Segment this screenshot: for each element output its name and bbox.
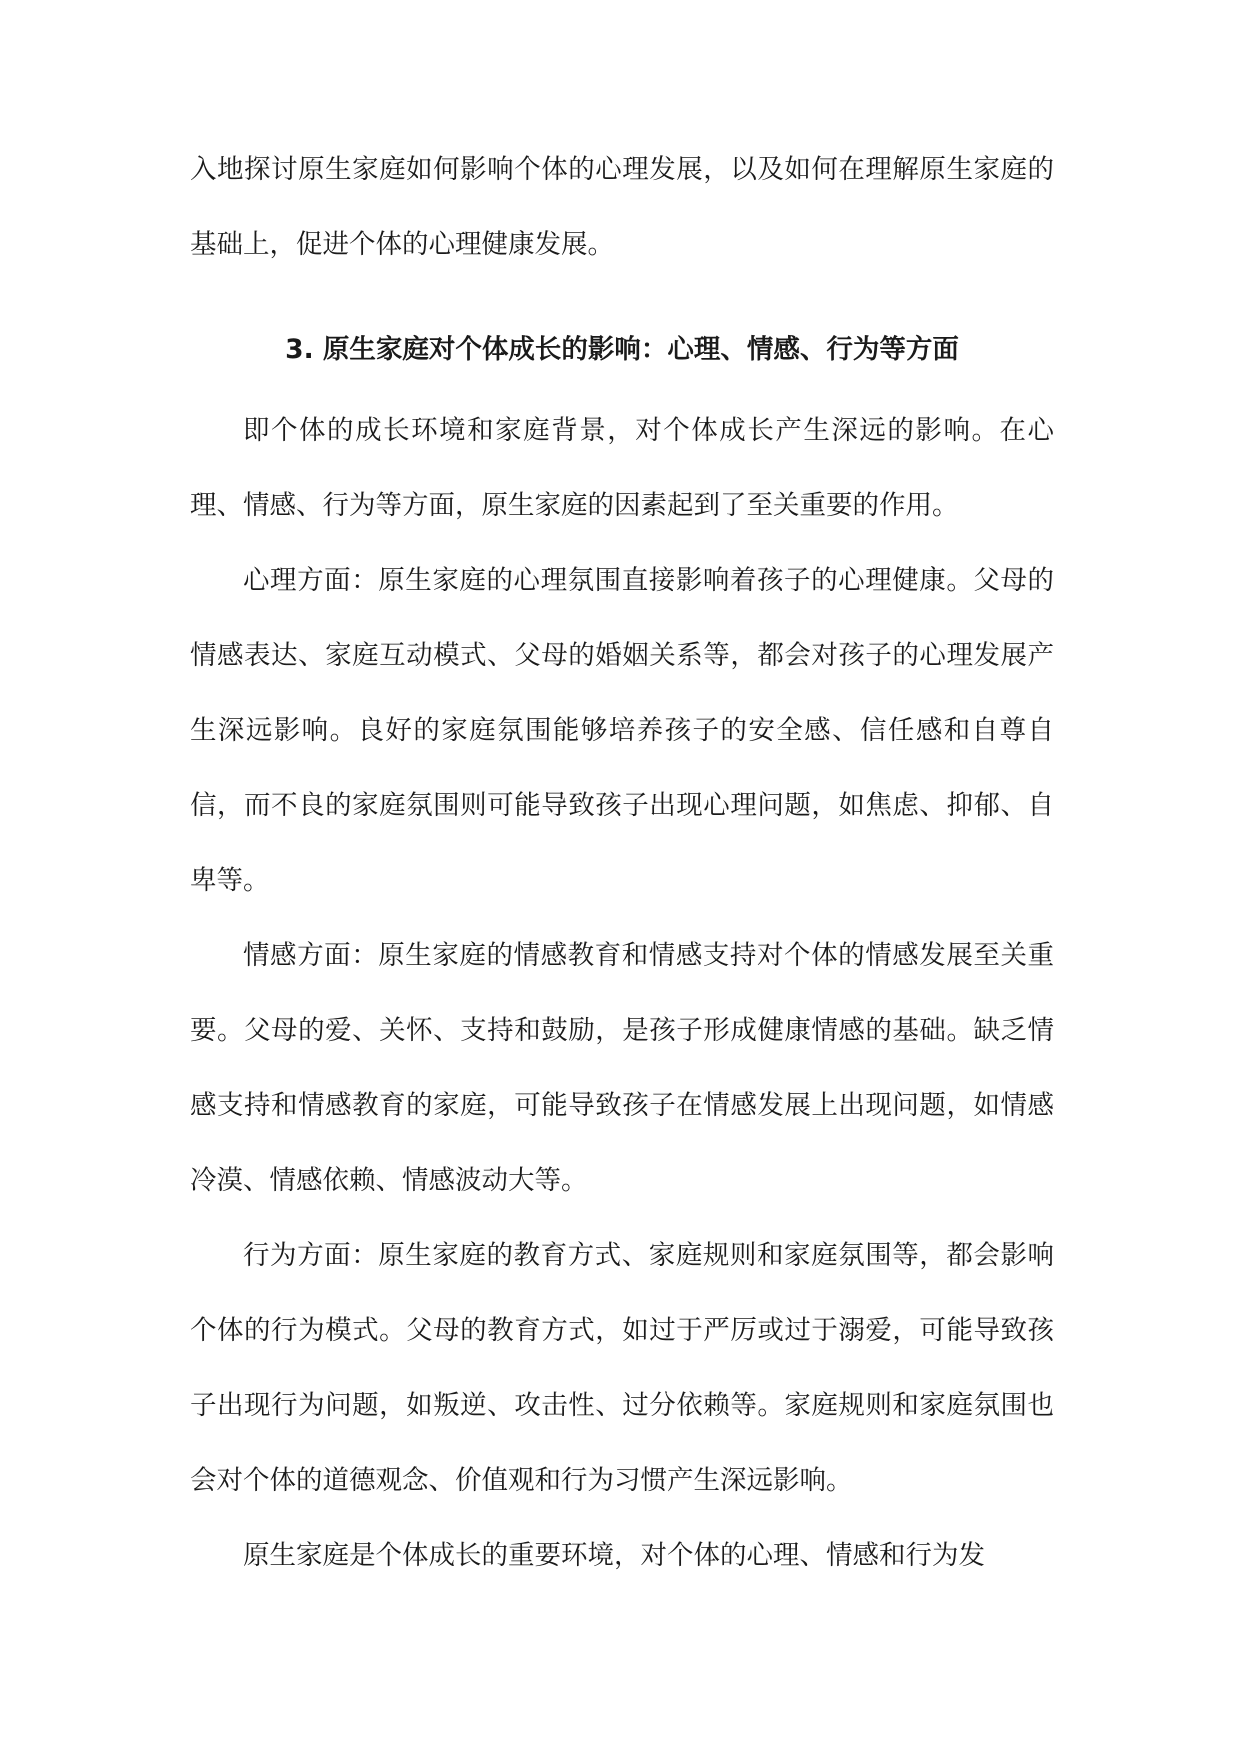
paragraph-psychological: 心理方面：原生家庭的心理氛围直接影响着孩子的心理健康。父母的情感表达、家庭互动模式、父母的婚姻关系等，都会对孩子的心理发展产生深远影响。良好的家庭氛围能够培养孩子的安全感、信任感和自尊自信，而不良的家庭氛围则可能导致孩子出现心理问题，如焦虑、抑郁、自卑等。 [190, 565, 1054, 896]
paragraph-overview: 即个体的成长环境和家庭背景，对个体成长产生深远的影响。在心理、情感、行为等方面，原生家庭的因素起到了至关重要的作用。 [190, 415, 1054, 521]
section-heading: 3. 原生家庭对个体成长的影响：心理、情感、行为等方面 [285, 334, 959, 365]
intro-text-block [190, 132, 1054, 282]
paragraph-summary: 原生家庭是个体成长的重要环境，对个体的心理、情感和行为发 [243, 1540, 985, 1571]
section-body [190, 393, 1054, 1593]
intro-paragraph: 入地探讨原生家庭如何影响个体的心理发展，以及如何在理解原生家庭的基础上，促进个体的心理健康发展。 [190, 154, 1054, 260]
paragraph-behavioral: 行为方面：原生家庭的教育方式、家庭规则和家庭氛围等，都会影响个体的行为模式。父母的教育方式，如过于严厉或过于溺爱，可能导致孩子出现行为问题，如叛逆、攻击性、过分依赖等。家庭规则和家庭氛围也会对个体的道德观念、价值观和行为习惯产生深远影响。 [190, 1240, 1054, 1496]
paragraph-emotional: 情感方面：原生家庭的情感教育和情感支持对个体的情感发展至关重要。父母的爱、关怀、支持和鼓励，是孩子形成健康情感的基础。缺乏情感支持和情感教育的家庭，可能导致孩子在情感发展上出现问题，如情感冷漠、情感依赖、情感波动大等。 [190, 940, 1054, 1196]
